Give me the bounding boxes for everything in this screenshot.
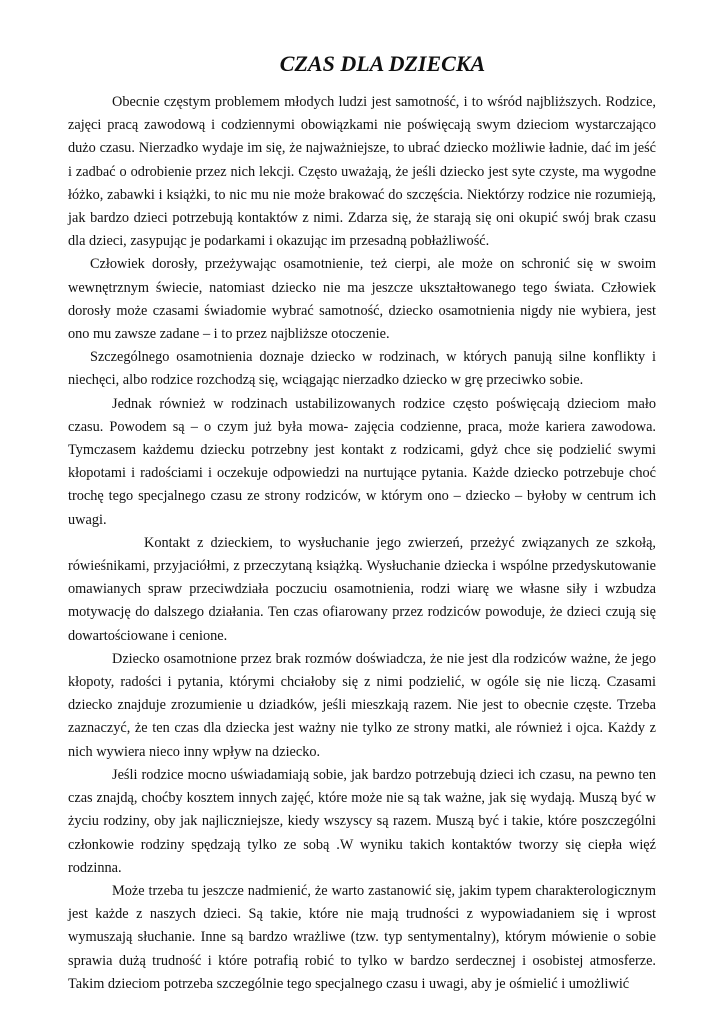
paragraph-3: Szczególnego osamotnienia doznaje dziecko w rodzinach, w których panują silne konflikty i niechęci, albo rodzice rozchodzą się, wciągając nierzadko dziecko w grę przeciwko sobie. xyxy=(68,349,656,389)
paragraph-8: Może trzeba tu jeszcze nadmienić, że warto zastanowić się, jakim typem charakterologicznym jest każde z naszych dzieci. Są takie, które nie mają trudności z wypowiadaniem się i wprost wymuszają słuchanie. Inne są bardzo wrażliwe (tzw. typ sentymentalny), którym mówienie o sobie sprawia dużą trudność i które potrafią robić to tylko w bardzo serdecznej i osobistej atmosferze. Takim dzieciom potrzeba szczególnie tego specjalnego czasu i uwagi, aby je ośmielić i umożliwić xyxy=(68,882,656,992)
paragraph-5: Kontakt z dzieckiem, to wysłuchanie jego zwierzeń, przeżyć związanych ze szkołą, rówieśnikami, przyjaciółmi, z przeczytaną książką. Wysłuchanie dziecka i wspólne przedyskutowanie omawianych spraw przeciwdziała poczuciu osamotnienia, rodzi wiarę we własne siły i wzbudza motywację do dalszego działania. Ten czas ofiarowany przez rodziców powoduje, że dzieci czują się dowartościowane i cenione. xyxy=(68,534,656,644)
paragraph-1: Obecnie częstym problemem młodych ludzi jest samotność, i to wśród najbliższych. Rodzice, zajęci pracą zawodową i codziennymi obowiązkami nie poświęcają swym dzieciom wystarczająco dużo czasu. Nierzadko wydaje im się, że najważniejsze, to ubrać dziecko możliwie ładnie, dać im jeść i zadbać o odrobienie przez nich lekcji. Często uważają, że jeśli dziecko jest syte czyste, ma wygodne łóżko, zabawki i książki, to nic mu nie może brakować do szczęścia. Niektórzy rodzice nie rozumieją, jak bardzo dzieci potrzebują kontaktów z nimi. Zdarza się, że starają się oni okupić swój brak czasu dla dzieci, zasypując je podarkami i okazując im przesadną pobłażliwość. xyxy=(68,94,656,250)
paragraph-4: Jednak również w rodzinach ustabilizowanych rodzice często poświęcają dzieciom mało czasu. Powodem są – o czym już była mowa- zajęcia codzienne, praca, może kariera zawodowa. Tymczasem każdemu dziecku potrzebny jest kontakt z rodzicami, gdyż chce się podzielić swymi kłopotami i radościami i oczekuje odpowiedzi na nurtujące pytania. Każde dziecko potrzebuje choć trochę tego specjalnego czasu ze strony rodziców, w którym ono – dziecko – byłoby w centrum ich uwagi. xyxy=(68,395,656,528)
document-body xyxy=(68,91,656,996)
paragraph-7: Jeśli rodzice mocno uświadamiają sobie, jak bardzo potrzebują dzieci ich czasu, na pewno ten czas znajdą, choćby kosztem innych zajęć, które może nie są tak ważne, jak się wydają. Muszą być w życiu rodziny, oby jak najliczniejsze, kiedy wszyscy są razem. Muszą być i takie, które poszczególni członkowie rodziny spędzają tylko ze sobą .W wyniku takich kontaktów tworzy się ciepła więź rodzinna. xyxy=(68,766,656,876)
page-title: CZAS DLA DZIECKA xyxy=(279,51,486,76)
paragraph-2: Człowiek dorosły, przeżywając osamotnienie, też cierpi, ale może on schronić się w swoim wewnętrznym świecie, natomiast dziecko nie ma jeszcze ukształtowanego tego świata. Człowiek dorosły może czasami świadomie wybrać samotność, dziecko osamotnienia nigdy nie wybiera, jest ono mu zawsze zadane – i to przez najbliższe otoczenie. xyxy=(68,256,656,343)
paragraph-6: Dziecko osamotnione przez brak rozmów doświadcza, że nie jest dla rodziców ważne, że jego kłopoty, radości i pytania, którymi chciałoby się z nimi podzielić, w ogóle się nie liczą. Czasami dziecko znajduje zrozumienie u dziadków, jeśli mieszkają razem. Nie jest to obecnie częste. Trzeba zaznaczyć, że ten czas dla dziecka jest ważny nie tylko ze strony matki, ale również i ojca. Każdy z nich wywiera nieco inny wpływ na dziecko. xyxy=(68,650,656,760)
